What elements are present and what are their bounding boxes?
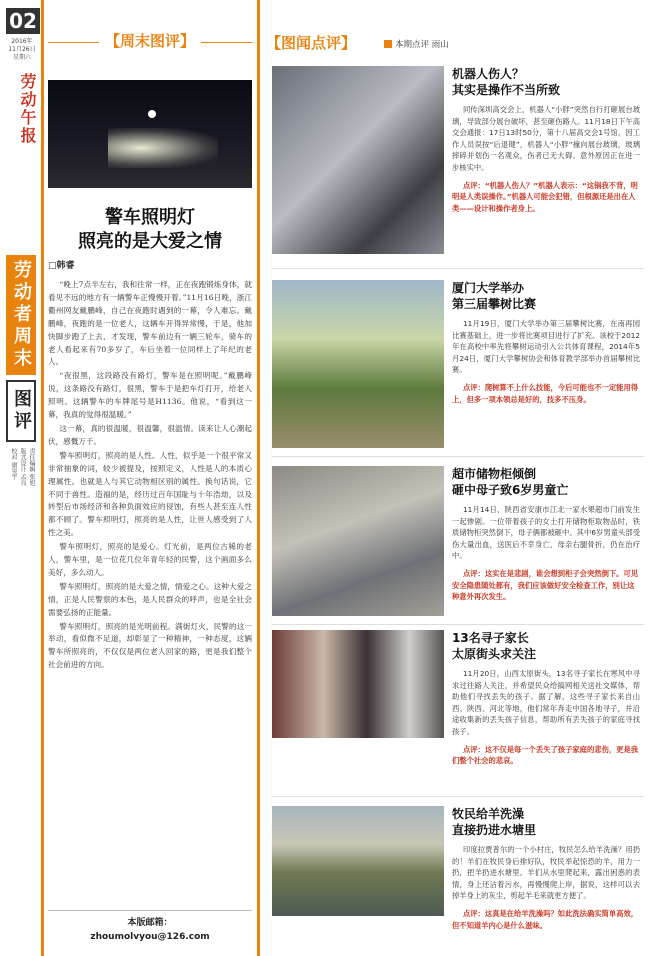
news-title: 机器人伤人？ 其实是操作不当所致 <box>452 67 561 97</box>
news-title: 超市储物柜倾倒 砸中母子致6岁男童亡 <box>452 467 569 497</box>
page-sidebar <box>0 0 40 956</box>
news-title: 牧民给羊洗澡 直接扔进水塘里 <box>452 807 537 837</box>
news-title: 13名寻子家长 太原街头求关注 <box>452 631 537 661</box>
news-item <box>272 66 644 262</box>
divider <box>257 0 260 956</box>
page-number: 02 <box>6 8 40 34</box>
parents-searching-photo <box>272 630 444 738</box>
mailbox: 本版邮箱： zhoumolvyou@126.com <box>48 910 252 942</box>
news-comment: 点评：这不仅是每一个丢失了孩子家庭的悲伤，更是我们整个社会的悲哀。 <box>452 744 639 766</box>
divider <box>272 624 644 625</box>
newspaper-logo: 劳动午报 <box>18 73 37 145</box>
divider <box>272 268 644 269</box>
divider <box>41 0 44 956</box>
robot-expo-photo <box>272 66 444 254</box>
news-item <box>272 630 644 798</box>
news-comment: 点评：这真是在给羊洗澡吗？如此洗法确实简单高效，但不知道羊内心是什么滋味。 <box>452 908 639 930</box>
news-item <box>272 466 644 620</box>
divider <box>272 456 644 457</box>
news-item <box>272 280 644 450</box>
news-review-header: 【图闻点评】 本期点评 雨山 <box>266 34 449 52</box>
column-name: 图评 <box>6 380 36 442</box>
divider <box>272 796 644 797</box>
section-name: 劳动者周末 <box>6 255 36 375</box>
column-header: 【周末图评】 <box>48 30 252 56</box>
article-author: □韩睿 <box>48 261 75 271</box>
news-desc: 印度拉贾普尔的一个小村庄，牧民怎么给羊洗澡？用扔的！羊们在牧民身后排好队，牧民举起惊恐的羊，用力一扔，把羊扔进水塘里。羊们从水里爬起来，露出困惑的表情，身上还沾着污水，再慢慢爬上岸，据说，这样可以去掉羊身上的灰尘，剪起羊毛来就更方便了。 <box>452 845 640 901</box>
news-item <box>272 806 644 950</box>
news-comment: 点评：“机器人伤人？”机器人表示：“这锅我不背，明明是人类误操作。”机器人可能会犯错，但根源还是出在人类——设计和操作者身上。 <box>452 180 638 213</box>
publication-date: 2016年 11月26日 星期六 <box>8 38 36 61</box>
news-comment: 点评：爬树算不上什么技能，今后可能也不一定能用得上，但多一项本领总是好的，技多不压身。 <box>452 382 639 404</box>
news-desc: 11月20日，山西太原街头，13名寻子家长在寒风中寻求过往路人关注，并希望民众给搞网相关送社交媒体，帮助他们寻找丢失的孩子。据了解，这些寻子家长来自山西、陕西、河北等地，他们常年奔走中国各地寻子，并沿途收集新的丢失孩子信息，帮助所有丢失孩子的家庭寻找孩子。 <box>452 669 640 736</box>
article-body: “晚上7点半左右，我和往常一样，正在夜跑锻炼身体，就看见不远的地方有一辆警车正慢慢开着。”11月16日晚，浙江衢州网友戴鹏峰，自己在夜跑时遇到的一幕，令人难忘。戴鹏峰，夜跑的是一位老人，这辆车开得异常慢，于是，他加快脚步跑了上去，才发现，警车前边有一辆三轮车，骑车的老人看起来有70多岁了，车后坐着一位同样上了年纪的老人。 “夜很黑，这段路没有路灯，警车是在照明呢。”戴鹏峰说，这条路没有路灯，很黑，警车于是把车灯打开，给老人照明。这辆警车的车牌尾号是H1136。他说，“看到这一幕，我真的觉得很温暖。” 这一幕，真的很温暖，很温馨，很温情。读来让人心潮起伏，感慨万千。 警车照明灯，照亮的是人性。人性，似乎是一个很平常又非常抽象的词，较少被提及，按照定义，人性是人的本质心理属性。也就是人与其它动物相区别的属性。换句话说，它不同于兽性。造福的是，经历过百年国耻与十年浩劫，以及转型后市场经济和各种负面效应的侵蚀，有些人甚至连人性都不顾了。警车照明灯，照亮的是人性，让世人感受到了人性之美。 警车照明灯，照亮的是爱心。灯光前，是两位古稀的老人，警车里，是一位花几位年青年轻的民警，这个画面多么美好，多么动人。 警车照明灯，照亮的是大爱之情，情爱之心。这种大爱之情，正是人民警察的本色，是人民群众的呼声，也是全社会需要弘扬的正能量。 警车照明灯，照亮的是光明前程。满街灯火，民警的这一举动，看似微不足道，却彰显了一种精神，一种态度，这辆警车所照亮的，不仅仅是两位老人回家的路，更是我们整个社会前进的方向。 <box>48 280 252 670</box>
weekend-commentary <box>48 30 252 673</box>
email-address[interactable]: zhoumolvyou@126.com <box>90 932 210 942</box>
police-car-night-photo <box>48 80 252 188</box>
tree-climbing-photo <box>272 280 444 448</box>
editor-credits: 责任编辑 张旭 版式设计 孟良 校对 康昊宇 <box>10 448 35 486</box>
article-headline: 警车照明灯 照亮的是大爱之情 <box>78 207 222 252</box>
supermarket-locker-photo <box>272 466 444 616</box>
news-desc: 同传深圳高交会上，机器人“小胖”突然自行打砸展台玻璃，导致部分展台破坏，甚至砸伤路人。11月18日下午高交会通报：17日13时50分，第十八届高交会1号馆，因工作人员误按“后退键”，机器人“小胖”撞向展台玻璃，玻璃摔碎并划伤一名观众，伤者已无大碍。意外原因正在进一步核实中。 <box>452 105 640 172</box>
sheep-washing-photo <box>272 806 444 916</box>
news-desc: 11月19日，厦门大学举办第三届攀树比赛，在南再园比赛基础上，进一步将比赛项目进行了扩充。该校于2012年在高校中率先将攀树运动引入公共体育课程，2014年5月24日，厦门大学攀树协会和体育教学部举办首届攀树比赛。 <box>452 319 640 375</box>
news-title: 厦门大学举办 第三届攀树比赛 <box>452 281 537 311</box>
news-desc: 11月14日，陕西省安康市江北一家水果超市门前发生一起惨剧。一位带着孩子的女士打开储物柜取物品时，铁质储物柜突然倒下，母子俩都被砸中。其中6岁男童头部受伤大量出血，送医后不幸身亡，母亲右腿骨折，仍在治疗中。 <box>452 505 640 561</box>
news-comment: 点评：这实在是悲剧，谁会想到柜子会突然倒下。可见安全隐患随处都有，我们应该做好安全检查工作，别让这种意外再次发生。 <box>452 568 639 602</box>
